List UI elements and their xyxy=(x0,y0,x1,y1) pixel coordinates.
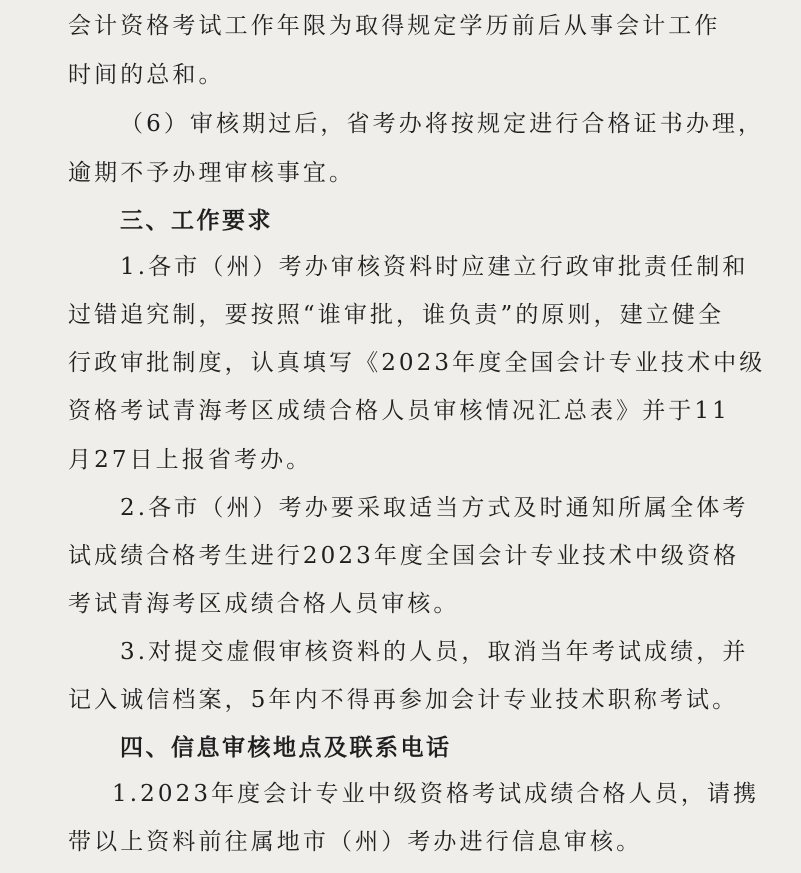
section-heading: 三、工作要求 xyxy=(120,207,273,234)
paragraph-line: 试成绩合格考生进行2023年度全国会计专业技术中级资格 xyxy=(68,543,740,569)
paragraph-line: 会计资格考试工作年限为取得规定学历前后从事会计工作 xyxy=(68,13,721,39)
paragraph-line: 时间的总和。 xyxy=(68,62,225,88)
paragraph-line: 3.对提交虚假审核资料的人员，取消当年考试成绩，并 xyxy=(120,639,749,665)
paragraph-line: 记入诚信档案，5年内不得再参加会计专业技术职称考试。 xyxy=(68,687,739,713)
paragraph-line: 考试青海考区成绩合格人员审核。 xyxy=(68,591,460,617)
paragraph-line: 行政审批制度，认真填写《2023年度全国会计专业技术中级 xyxy=(68,350,766,376)
paragraph-line: 过错追究制，要按照“谁审批，谁负责”的原则，建立健全 xyxy=(68,302,725,328)
paragraph-line: 1.各市（州）考办审核资料时应建立行政审批责任制和 xyxy=(120,254,749,280)
paragraph-line: 逾期不予办理审核事宜。 xyxy=(68,160,356,186)
paragraph-line: 2.各市（州）考办要采取适当方式及时通知所属全体考 xyxy=(120,495,749,521)
paragraph-line: 1.2023年度会计专业中级资格考试成绩合格人员，请携 xyxy=(112,781,760,807)
paragraph-line: 资格考试青海考区成绩合格人员审核情况汇总表》并于11 xyxy=(68,398,730,424)
paragraph-line: 带以上资料前往属地市（州）考办进行信息审核。 xyxy=(68,829,643,855)
section-heading: 四、信息审核地点及联系电话 xyxy=(120,734,452,761)
paragraph-line: 月27日上报省考办。 xyxy=(68,447,313,473)
paragraph-line: （6）审核期过后，省考办将按规定进行合格证书办理， xyxy=(120,111,765,137)
